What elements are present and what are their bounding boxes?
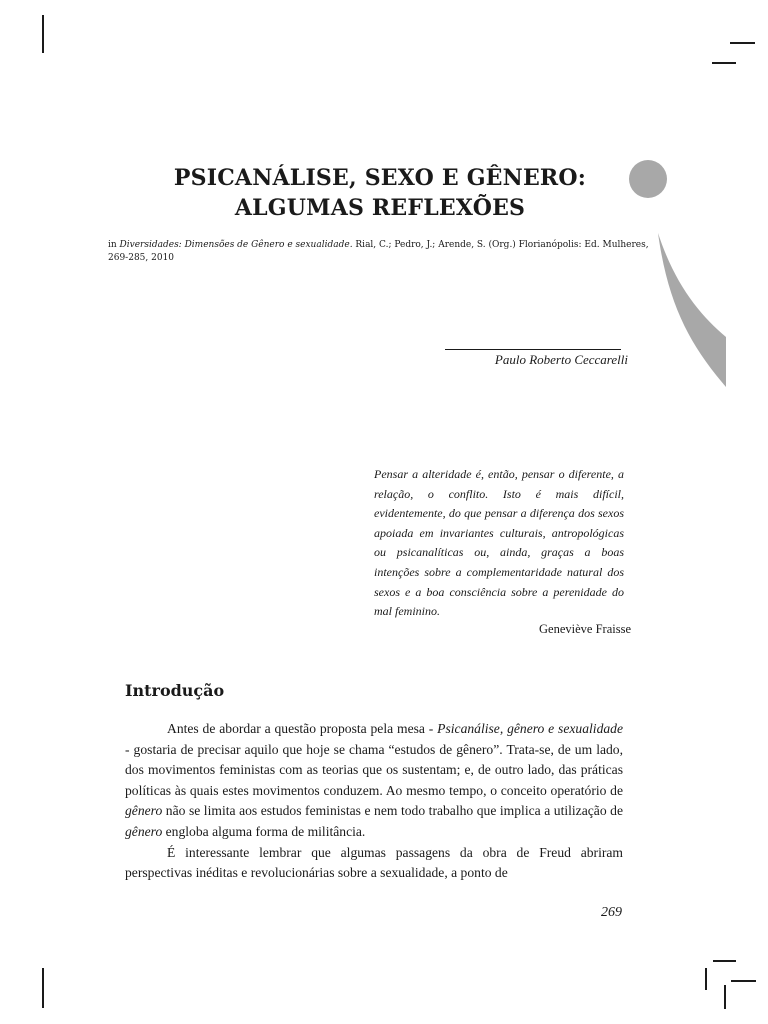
citation-book-title: Diversidades: Dimensões de Gênero e sexualidade — [119, 240, 350, 250]
p1-emphasis-2: gênero — [125, 803, 163, 819]
ornament-dot — [629, 160, 667, 198]
crop-mark-top-right-h1 — [730, 42, 755, 44]
paragraph-1 — [125, 719, 623, 843]
p1-emphasis-1: Psicanálise, gênero e sexualidade — [437, 721, 623, 736]
ornament-swoosh — [658, 233, 726, 387]
p1-text-a: Antes de abordar a questão proposta pela mesa - — [167, 721, 438, 736]
title-line-1: PSICANÁLISE, SEXO E GÊNERO: — [173, 165, 587, 191]
author-name: Paulo Roberto Ceccarelli — [494, 352, 628, 367]
epigraph-quote: Pensar a alteridade é, então, pensar o diferente, a relação, o conflito. Isto é mais difícil, evidentemente, do que pensar a diferença dos sexos apoiada em invariantes culturais, antropológicas ou psicanalíticas ou, ainda, graças a boas intenções sobre a complementaridade natural dos sexos e a boa consciência sobre a perenidade do mal feminino. — [374, 467, 624, 619]
epigraph-author: Geneviève Fraisse — [539, 622, 631, 636]
crop-mark-bottom-right-v2 — [724, 985, 726, 1009]
p1-text-c: não se limita aos estudos feministas e nem todo trabalho que implica a utilização de — [162, 803, 623, 819]
title-line-2: ALGUMAS REFLEXÕES — [234, 195, 526, 221]
citation-reference — [108, 239, 668, 265]
crop-mark-top-right-h2 — [712, 62, 736, 64]
page-title — [150, 163, 610, 223]
p1-text-d: engloba alguma forma de militância. — [162, 823, 366, 839]
body-text — [125, 719, 623, 884]
crop-mark-bottom-left — [42, 968, 44, 1008]
crop-mark-bottom-right-h2 — [731, 980, 756, 982]
citation-details: . Rial, C.; Pedro, J.; Arende, S. (Org.) Florianópolis: Ed. Mulheres, 269-285, 2010 — [108, 240, 649, 263]
paragraph-2: É interessante lembrar que algumas passagens da obra de Freud abriram perspectivas inéditas e revolucionárias sobre a sexualidade, a ponto de — [125, 844, 623, 881]
citation-prefix: in — [108, 240, 120, 250]
crop-mark-bottom-right-v1 — [705, 968, 707, 990]
crop-mark-top-left — [42, 15, 44, 53]
section-heading: Introdução — [125, 681, 225, 700]
p1-text-b: - gostaria de precisar aquilo que hoje se chama “estudos de gênero”. Trata-se, de um lado, dos movimentos feministas com as teorias que os sustentam; e, de outro lado, das práticas políticas às quais estes movimentos conduzem. Ao mesmo tempo, o conceito operatório de — [125, 741, 623, 798]
crop-mark-bottom-right-h1 — [713, 960, 736, 962]
page-number: 269 — [601, 905, 622, 920]
p1-emphasis-3: gênero — [125, 823, 163, 839]
decorative-ornament — [620, 155, 730, 395]
author-rule — [445, 349, 621, 350]
